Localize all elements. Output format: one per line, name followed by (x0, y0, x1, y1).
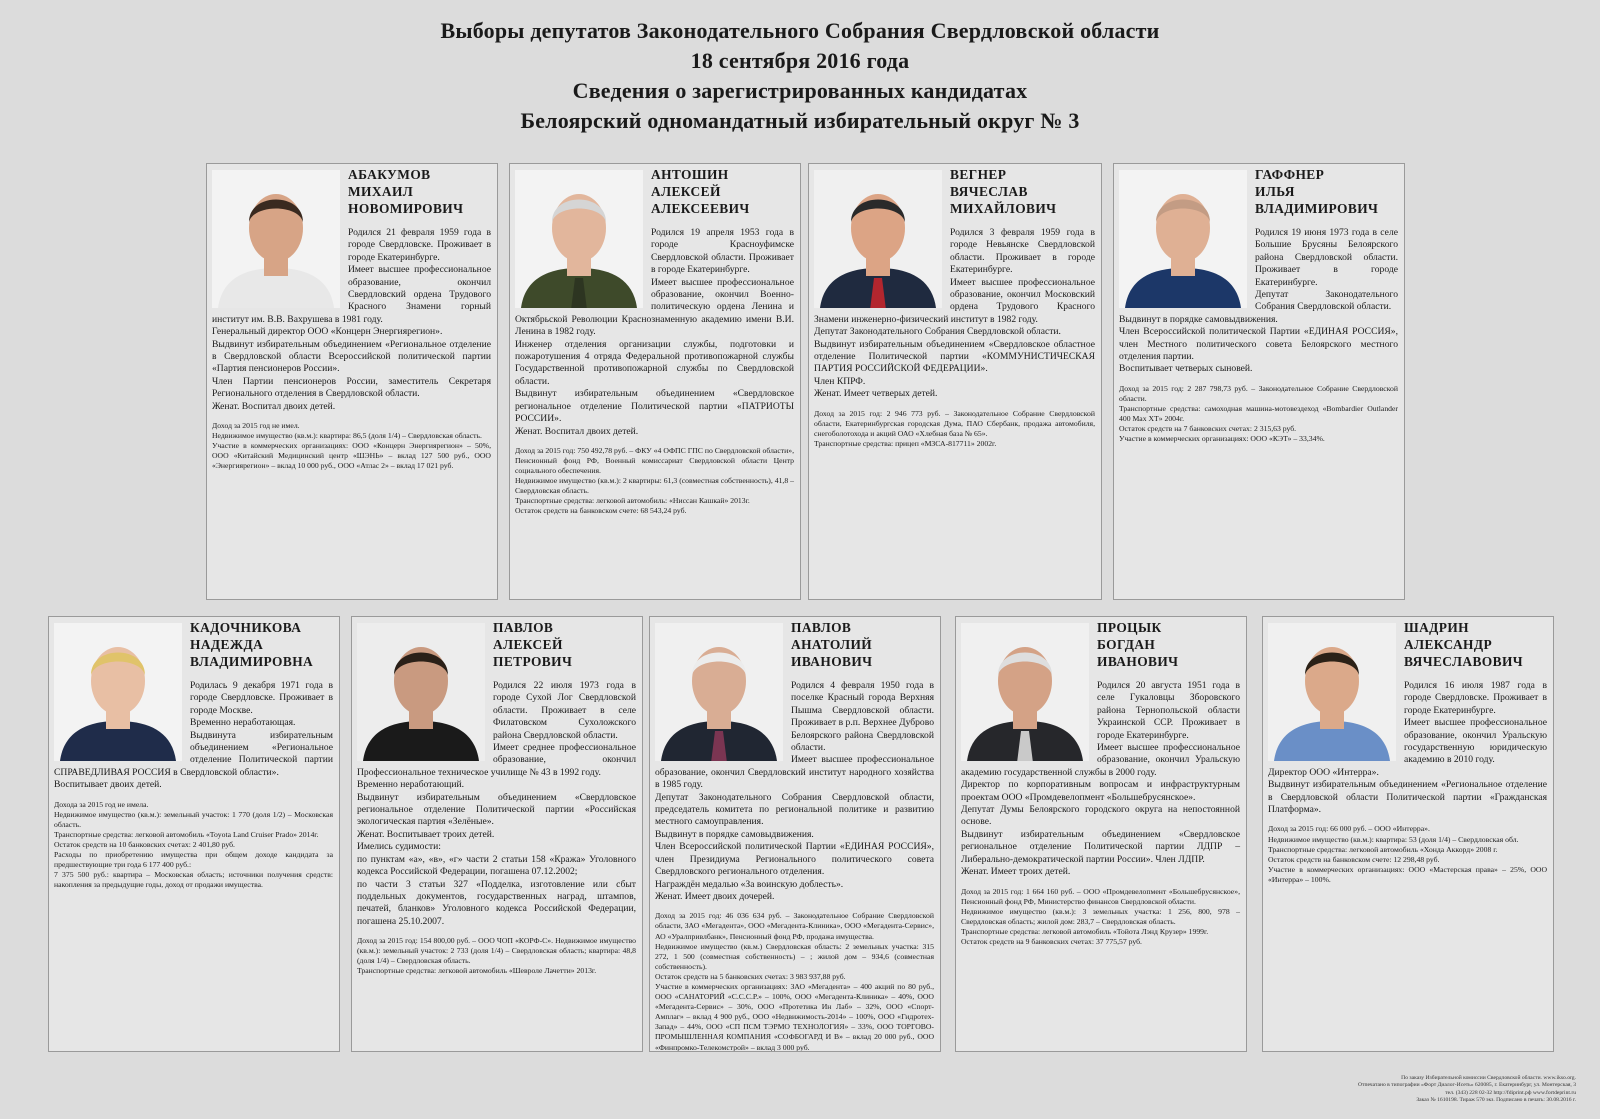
candidate-card-gaffner (1113, 163, 1405, 600)
finance-paragraph: Участие в коммерческих организациях: ООО «Мастерская права» – 25%, ООО «Интерра» – 100%. (1268, 864, 1547, 884)
bio-paragraph: Родился 3 февраля 1959 года в городе Невьянске Свердловской области. Проживает в городе Екатеринбурге. (950, 227, 1095, 276)
bio-paragraph: Имеет высшее профессиональное образование, окончил Уральскую государственную юридическую академию в 2010 году. (1404, 717, 1547, 766)
candidate-patronymic: АЛЕКСЕЕВИЧ (651, 201, 750, 216)
bio-paragraph: Имеет высшее профессиональное образование, окончил Московский ордена Трудового Красного Знамени инженерно-физический институт в 1982 году. (814, 276, 1095, 325)
print-imprint (1276, 1075, 1576, 1105)
candidate-finance (510, 438, 800, 517)
bio-paragraph: Женат. Имеет четверых детей. (814, 388, 938, 400)
candidate-patronymic: ИВАНОВИЧ (1097, 654, 1179, 669)
candidate-first-name: АЛЕКСЕЙ (651, 184, 721, 199)
candidate-card-protsyk (955, 616, 1247, 1052)
candidate-finance (352, 928, 642, 976)
bio-paragraph: Член Партии пенсионеров России, заместитель Секретаря Регионального отделения в Свердловской области. (212, 375, 491, 400)
finance-paragraph: Транспортные средства: легковой автомобиль «Тойота Лэнд Крузер» 1999г. (961, 926, 1209, 936)
candidate-photo (961, 623, 1089, 761)
finance-paragraph: Доход за 2015 год: 66 000 руб. – ООО «Интерра». (1268, 824, 1430, 834)
finance-paragraph: Доход за 2015 год: 154 800,00 руб. – ООО ЧОП «КОРФ-С». Недвижимое имущество (кв.м.): земельный участок: 2 733 (доля 1/4) – Свердловская область; квартира: 48,8 (доля 1/4) – Свердловская область. (357, 936, 636, 966)
bio-paragraph: Депутат Законодательного Собрания Свердловской области, председатель комитета по региональной политике и развитию местного самоуправления. (655, 791, 934, 828)
bio-paragraph: Выдвинута избирательным объединением «Региональное отделение Политической партии СПРАВЕДЛИВАЯ РОССИЯ в Свердловской области». (54, 729, 333, 778)
bio-paragraph: Имеет высшее профессиональное образование, окончил Свердловский ордена Трудового Красного Знамени горный институт им. В.В. Вахрушева в 1981 году. (212, 264, 491, 325)
bio-paragraph: Генеральный директор ООО «Концерн Энергиярегион». (212, 326, 443, 338)
finance-paragraph: Остаток средств на 9 банковских счетах: 37 775,57 руб. (961, 936, 1142, 946)
candidate-first-name: АЛЕКСАНДР (1404, 637, 1493, 652)
candidate-card-pavlov-aleksey (351, 616, 643, 1052)
finance-paragraph: Транспортные средства: легковой автомобиль «Toyota Land Cruiser Prado» 2014г. (54, 829, 319, 839)
candidate-patronymic: МИХАЙЛОВИЧ (950, 201, 1057, 216)
finance-paragraph: Остаток средств на 10 банковских счетах: 2 401,80 руб. (54, 840, 235, 850)
candidate-photo (54, 623, 182, 761)
finance-paragraph: Доход за 2015 год: 2 287 798,73 руб. – Законодательное Собрание Свердловской области. (1119, 383, 1398, 403)
candidate-photo (515, 170, 643, 308)
finance-paragraph: Транспортные средства: легковой автомобиль «Шевроле Лачетти» 2013г. (357, 966, 597, 976)
finance-paragraph: Участие в коммерческих организациях: ООО «КЭТ» – 33,34%. (1119, 434, 1325, 444)
bio-paragraph: Женат. Имеет троих детей. (961, 866, 1071, 878)
bio-paragraph: Имеет высшее профессиональное образование, окончил Свердловский институт народного хозяйства в 1985 году. (655, 754, 934, 791)
bio-paragraph: Временно неработающая. (190, 717, 296, 729)
bio-paragraph: по пунктам «а», «в», «г» части 2 статьи 158 «Кража» Уголовного кодекса Российской Федерации, погашена 07.12.2002; (357, 853, 636, 878)
candidate-finance (207, 413, 497, 471)
candidate-finance (1263, 816, 1553, 885)
candidate-finance (49, 792, 339, 891)
finance-paragraph: Транспортные средства: легковой автомобиль «Хонда Аккорд» 2008 г. (1268, 844, 1498, 854)
candidate-surname: КАДОЧНИКОВА (190, 620, 302, 635)
bio-paragraph: Женат. Имеет двоих дочерей. (655, 890, 775, 902)
candidate-first-name: ИЛЬЯ (1255, 184, 1295, 199)
candidate-surname: ГАФФНЕР (1255, 167, 1325, 182)
bio-paragraph: Родилась 9 декабря 1971 года в городе Свердловске. Проживает в городе Москве. (190, 680, 333, 716)
candidate-first-name: МИХАИЛ (348, 184, 414, 199)
candidate-photo (655, 623, 783, 761)
bio-paragraph: Депутат Думы Белоярского городского округа на непостоянной основе. (961, 804, 1240, 828)
bio-paragraph: Временно неработающий. (357, 779, 465, 791)
bio-paragraph: Воспитывает двоих детей. (54, 779, 162, 791)
candidate-surname: АБАКУМОВ (348, 167, 431, 182)
header-title: Выборы депутатов Законодательного Собрания Свердловской области (440, 18, 1160, 43)
bio-paragraph: Родился 19 июня 1973 года в селе Большие Брусяны Белоярского района Свердловской области. Проживает в городе Екатеринбурге. (1255, 227, 1398, 288)
bio-paragraph: Родился 19 апреля 1953 года в городе Красноуфимске Свердловской области. Проживает в городе Екатеринбурге. (651, 227, 794, 276)
finance-paragraph: Транспортные средства: легковой автомобиль: «Ниссан Кашкай» 2013г. (515, 496, 750, 506)
finance-paragraph: Остаток средств на 7 банковских счетах: 2 315,63 руб. (1119, 424, 1297, 434)
imprint-line: Отпечатано в типографии «Форт Диалог-Исеть» 620085, г. Екатеринбург, ул. Монтерская, 3 (1357, 1082, 1576, 1089)
bio-paragraph: Выдвинут избирательным объединением «Региональное отделение в Свердловской области Всероссийской политической партии «Партия пенсионеров России». (212, 338, 491, 375)
candidate-first-name: БОГДАН (1097, 637, 1156, 652)
imprint-line: Заказ № 1610198. Тираж 570 экз. Подписано в печать: 30.08.2016 г. (1416, 1097, 1576, 1104)
candidate-card-pavlov-anatoliy (649, 616, 941, 1052)
poster-header (0, 16, 1600, 136)
candidate-finance (809, 401, 1101, 449)
finance-paragraph: Недвижимое имущество (кв.м.): квартира: 86,5 (доля 1/4) – Свердловская область. (212, 431, 482, 441)
bio-paragraph: Выдвинут избирательным объединением «Свердловское областное отделение Политической партии «КОММУНИСТИЧЕСКАЯ ПАРТИЯ РОССИЙСКОЙ ФЕДЕРАЦИИ». (814, 338, 1095, 375)
bio-paragraph: Награждён медалью «За воинскую доблесть». (655, 878, 844, 890)
header-subtitle: Сведения о зарегистрированных кандидатах (572, 78, 1028, 103)
finance-paragraph: Недвижимое имущество (кв.м.): 2 квартиры: 61,3 (совместная собственность), 41,8 – Свердловская область. (515, 476, 794, 496)
finance-paragraph: 7 375 500 руб.: квартира – Московская область; источники получения средств: накопления за предыдущие годы, доход от продажи имущества. (54, 870, 333, 890)
finance-paragraph: Доход за 2015 год не имел. (212, 421, 300, 431)
bio-paragraph: Родился 4 февраля 1950 года в поселке Красный города Верхняя Пышма Свердловской области. Проживает в р.п. Верхнее Дуброво Белоярского района Свердловской области. (791, 680, 934, 754)
candidate-surname: ШАДРИН (1404, 620, 1469, 635)
bio-paragraph: Выдвинут избирательным объединением «Свердловское региональное отделение Политической партии «Российская экологическая партия «Зелёные». (357, 791, 636, 828)
candidate-surname: АНТОШИН (651, 167, 729, 182)
candidate-finance (956, 879, 1246, 948)
bio-paragraph: Родился 21 февраля 1959 года в городе Свердловске. Проживает в городе Екатеринбурге. (348, 227, 491, 263)
finance-paragraph: Недвижимое имущество (кв.м.): 3 земельных участка: 1 256, 800, 978 – Свердловская область; жилой дом: 283,7 – Свердловская область. (961, 906, 1240, 926)
bio-paragraph: Имеет среднее профессиональное образование, окончил Профессиональное техническое училище № 43 в 1992 году. (357, 742, 636, 778)
bio-paragraph: Директор ООО «Интерра». (1268, 766, 1379, 778)
candidate-photo (814, 170, 942, 308)
bio-paragraph: Выдвинут в порядке самовыдвижения. (1119, 313, 1278, 325)
bio-paragraph: Выдвинут избирательным объединением «Свердловское региональное отделение Политической партии «ПАТРИОТЫ РОССИИ». (515, 388, 794, 425)
bio-paragraph: Женат. Воспитал двоих детей. (515, 425, 639, 437)
bio-paragraph: Директор по корпоративным вопросам и инфраструктурным проектам ООО «Промдевелопмент «Большебрусянское». (961, 779, 1240, 803)
bio-paragraph: Имелись судимости: (357, 841, 441, 853)
bio-paragraph: Инженер отделения организации службы, подготовки и пожаротушения 4 отряда Федеральной противопожарной службы Государственной противопожарной службы по Свердловской области. (515, 338, 794, 387)
candidate-photo (212, 170, 340, 308)
finance-paragraph: Недвижимое имущество (кв.м.) Свердловская область: 2 земельных участка: 315 272, 1 500 (совместная собственность) – ; жилой дом – 934,6 (совместная собственность). (655, 941, 934, 971)
candidate-photo (1119, 170, 1247, 308)
candidate-patronymic: ВЯЧЕСЛАВОВИЧ (1404, 654, 1523, 669)
finance-paragraph: Дохода за 2015 год не имела. (54, 799, 149, 809)
bio-paragraph: Женат. Воспитал двоих детей. (212, 400, 336, 412)
finance-paragraph: Доход за 2015 год: 46 036 634 руб. – Законодательное Собрание Свердловской области, ЗАО «Мегадента», ООО «Мегадента-Клиника», ООО «Мегадента-Сервис», АО «Уралпривлбанк», Пенсионный фонд РФ, продажа имущества. (655, 911, 934, 941)
candidate-card-abakumov (206, 163, 498, 600)
bio-paragraph: по части 3 статьи 327 «Подделка, изготовление или сбыт поддельных документов, государственных наград, штампов, печатей, бланков» Уголовного кодекса Российской Федерации, погашена 25.10.2007. (357, 878, 636, 927)
candidate-first-name: ВЯЧЕСЛАВ (950, 184, 1028, 199)
finance-paragraph: Расходы по приобретению имущества при общем доходе кандидата за предшествующие три года 6 177 400 руб.: (54, 850, 333, 870)
bio-paragraph: Депутат Законодательного Собрания Свердловской области. (814, 326, 1061, 338)
finance-paragraph: Остаток средств на 5 банковских счетах: 3 983 937,88 руб. (655, 971, 846, 981)
bio-paragraph: Член Всероссийской политической Партии «ЕДИНАЯ РОССИЯ», член Президиума Регионального политического совета Свердловского регионального отделения. (655, 841, 934, 878)
header-date: 18 сентября 2016 года (690, 48, 910, 73)
candidate-card-kadochnikova (48, 616, 340, 1052)
candidate-surname: ПАВЛОВ (493, 620, 554, 635)
candidate-card-shadrin (1262, 616, 1554, 1052)
finance-paragraph: Недвижимое имущество (кв.м.): земельный участок: 1 770 (доля 1/2) – Московская область. (54, 809, 333, 829)
header-district: Белоярский одномандатный избирательный округ № 3 (520, 108, 1080, 133)
imprint-line: По заказу Избирательной комиссии Свердловской области. www.ikso.org. (1401, 1075, 1576, 1081)
finance-paragraph: Доход за 2015 год: 1 664 160 руб. – ООО «Промдевелопмент «Большебрусянское», Пенсионный фонд РФ, Министерство финансов Свердловской области. (961, 886, 1240, 906)
bio-paragraph: Выдвинут избирательным объединением «Региональное отделение в Свердловской области Политической партии «Гражданская Платформа». (1268, 779, 1547, 816)
bio-paragraph: Воспитывает четверых сыновей. (1119, 363, 1253, 375)
bio-paragraph: Выдвинут избирательным объединением «Свердловское региональное отделение Политической партии ЛДПР – Либерально-демократической партии России». Член ЛДПР. (961, 828, 1240, 865)
bio-paragraph: Имеет высшее профессиональное образование, окончил Военно-политическую ордена Ленина и Октябрьской Революции Краснознаменную академию имени В.И. Ленина в 1982 году. (515, 276, 794, 338)
bio-paragraph: Выдвинут в порядке самовыдвижения. (655, 828, 814, 840)
finance-paragraph: Участие в коммерческих организациях: ООО «Концерн Энергиярегион» – 50%, ООО «Китайский Медицинский центр «ШЭНЬ» – вклад 127 500 руб., ООО «Энергиярегион» – вклад 10 000 руб., ООО «Атлас 2» – вклад 17 021 руб. (212, 441, 491, 471)
candidate-card-antoshin (509, 163, 801, 600)
bio-paragraph: Имеет высшее профессиональное образование, окончил Уральскую академию государственной службы в 2000 году. (961, 742, 1240, 778)
finance-paragraph: Остаток средств на банковском счете: 68 543,24 руб. (515, 506, 687, 516)
finance-paragraph: Транспортные средства: прицеп «МЗСА-817711» 2002г. (814, 438, 997, 448)
bio-paragraph: Родился 20 августа 1951 года в селе Гукаловцы Зборовского района Тернопольской области Украинской ССР. Проживает в городе Екатеринбурге. (1097, 680, 1240, 741)
candidate-finance (650, 903, 940, 1052)
bio-paragraph: Родился 22 июля 1973 года в городе Сухой Лог Свердловской области. Проживает в селе Филатовском Сухоложского района Свердловской области. (493, 680, 636, 741)
finance-paragraph: Доход за 2015 год: 2 946 773 руб. – Законодательное Собрание Свердловской области, Екатеринбургская городская Дума, ПАО Сбербанк, продажа автомобиля, снегоболотохода и акций ОАО «Хлебная база № 65». (814, 408, 1095, 438)
candidate-patronymic: НОВОМИРОВИЧ (348, 201, 464, 216)
candidate-surname: ПРОЦЫК (1097, 620, 1162, 635)
bio-paragraph: Депутат Законодательного Собрания Свердловской области. (1255, 289, 1398, 313)
candidate-surname: ПАВЛОВ (791, 620, 852, 635)
candidate-first-name: АНАТОЛИЙ (791, 637, 873, 652)
imprint-line: тел. (343) 228 02-32 http://fdiprint.рф www.fortdeprint.ru (1445, 1089, 1576, 1096)
bio-paragraph: Родился 16 июля 1987 года в городе Свердловске. Проживает в городе Екатеринбурге. (1404, 680, 1547, 716)
candidate-patronymic: ВЛАДИМИРОВИЧ (1255, 201, 1379, 216)
finance-paragraph: Транспортные средства: самоходная машина-мотовездеход «Bombardier Outlander 400 Max XT» 2004г. (1119, 404, 1398, 424)
candidate-surname: ВЕГНЕР (950, 167, 1007, 182)
bio-paragraph: Член Всероссийской политической Партии «ЕДИНАЯ РОССИЯ», член Местного политического совета Белоярского местного отделения партии. (1119, 326, 1398, 363)
finance-paragraph: Участие в коммерческих организациях: ЗАО «Мегадента» – 400 акций по 80 руб., ООО «САНАТОРИЙ «С.С.С.Р.» – 100%, ООО «Мегадента-Клиника» – 40%, ООО «Мегадента-Сервис» – 30%, ООО «Протетика Ин Лаб» – 32%, ООО «Спорт-Амплаг» – вклад 4 900 руб., ООО «Недвижимость-2014» – 100%, ООО «Гидротех-Запад» – 44%, ООО «СП ПСМ ТЭРМО ТЕХНОЛОГИЯ» – 33%, ООО ТОРГОВО-ПРОМЫШЛЕННАЯ КОМПАНИЯ «СОФБОГАРД И В» – вклад 20 000 руб., ООО «Финпромко-Телекомстрой» – вклад 3 000 руб. (655, 981, 934, 1052)
bio-paragraph: Женат. Воспитывает троих детей. (357, 828, 495, 840)
candidate-photo (357, 623, 485, 761)
candidate-card-vegner (808, 163, 1102, 600)
bio-paragraph: Член КПРФ. (814, 375, 866, 387)
candidate-finance (1114, 376, 1404, 445)
finance-paragraph: Доход за 2015 год: 750 492,78 руб. – ФКУ «4 ОФПС ГПС по Свердловской области», Пенсионный фонд РФ, Военный комиссариат Свердловской области Центр социального обеспечения. (515, 445, 794, 476)
finance-paragraph: Недвижимое имущество (кв.м.): квартира: 53 (доля 1/4) – Свердловская обл. (1268, 834, 1519, 844)
candidate-photo (1268, 623, 1396, 761)
candidate-patronymic: ПЕТРОВИЧ (493, 654, 573, 669)
candidate-patronymic: ВЛАДИМИРОВНА (190, 654, 314, 669)
candidate-first-name: НАДЕЖДА (190, 637, 264, 652)
candidate-patronymic: ИВАНОВИЧ (791, 654, 873, 669)
finance-paragraph: Остаток средств на банковском счете: 12 298,48 руб. (1268, 854, 1440, 864)
candidate-first-name: АЛЕКСЕЙ (493, 637, 563, 652)
